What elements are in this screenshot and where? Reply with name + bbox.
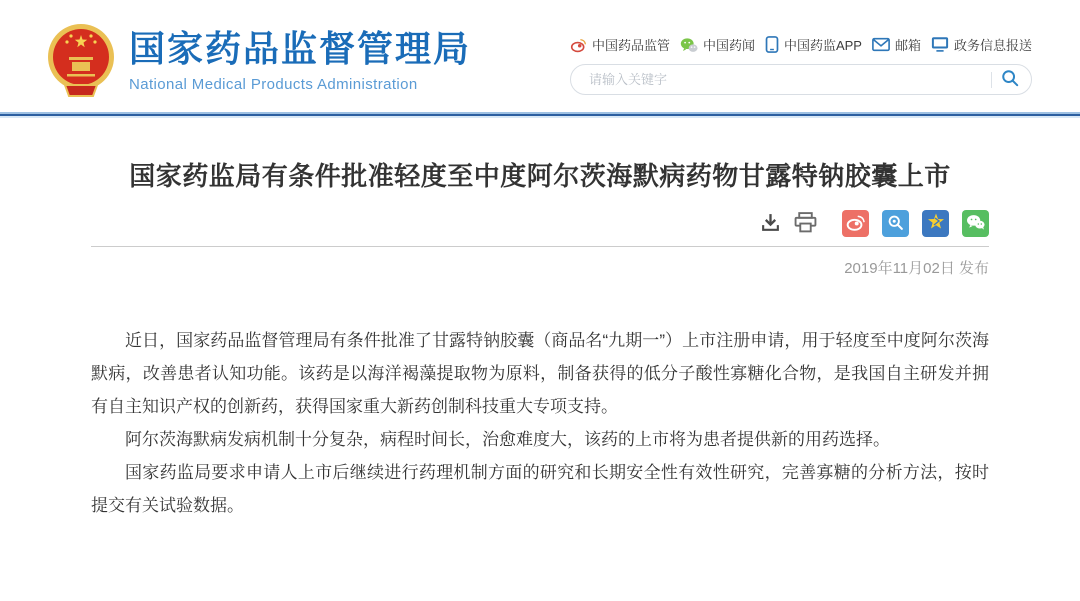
nav-item-app[interactable] xyxy=(765,35,862,54)
nav-item-info-report[interactable] xyxy=(931,35,1032,54)
search-icon xyxy=(1001,69,1019,90)
nav-label: 政务信息报送 xyxy=(953,38,1032,53)
site-logo[interactable] xyxy=(45,22,471,100)
wechat-icon xyxy=(680,37,698,53)
mail-icon xyxy=(872,37,890,52)
article-container xyxy=(91,156,989,522)
nav-label: 中国药监APP xyxy=(783,38,862,53)
download-icon xyxy=(760,212,781,236)
share-qzone-star-icon xyxy=(926,212,946,235)
site-subtitle: National Medical Products Administration xyxy=(129,75,418,93)
print-button[interactable] xyxy=(794,212,817,236)
article-paragraph: 国家药监局要求申请人上市后继续进行药理机制方面的研究和长期安全性有效性研究，完善寡糖的分析方法，按时提交有关试验数据。 xyxy=(91,463,989,516)
site-title: 国家药品监督管理局 xyxy=(129,28,472,70)
nav-item-drug-news[interactable] xyxy=(680,35,755,54)
article-paragraph: 阿尔茨海默病发病机制十分复杂，病程时间长，治愈难度大，该药的上市将为患者提供新的用药选择。 xyxy=(125,430,890,450)
share-wechat-icon xyxy=(966,214,985,233)
nav-label: 中国药品监管 xyxy=(592,38,671,53)
article-body xyxy=(91,324,989,522)
article-toolbar xyxy=(91,210,989,246)
logo-text xyxy=(129,29,471,93)
header-right xyxy=(570,22,1032,95)
nav-item-drug-regulation[interactable] xyxy=(570,35,670,54)
share-wechat-button[interactable] xyxy=(962,210,989,237)
search-button[interactable] xyxy=(1001,69,1019,90)
share-search-button[interactable] xyxy=(882,210,909,237)
mobile-app-icon xyxy=(765,36,779,53)
search-bar xyxy=(570,64,1032,95)
share-qzone-button[interactable] xyxy=(922,210,949,237)
print-icon xyxy=(794,212,817,236)
site-header xyxy=(0,0,1080,112)
share-weibo-icon xyxy=(846,214,865,234)
nav-label: 中国药闻 xyxy=(702,38,755,53)
article-title: 国家药监局有条件批准轻度至中度阿尔茨海默病药物甘露特钠胶囊上市 xyxy=(129,161,951,191)
share-search-icon xyxy=(887,214,904,234)
download-button[interactable] xyxy=(760,212,781,236)
nav-label: 邮箱 xyxy=(894,38,921,53)
article-paragraph: 近日，国家药品监督管理局有条件批准了甘露特钠胶囊（商品名“九期一”）上市注册申请，用于轻度至中度阿尔茨海默病，改善患者认知功能。该药是以海洋褐藻提取物为原料，制备获得的低分子酸性寡糖化合物，是我国自主研发并拥有自主知识产权的创新药，获得国家重大新药创制科技重大专项支持。 xyxy=(91,331,989,417)
weibo-icon xyxy=(570,37,587,53)
publish-date: 2019年11月02日 发布 xyxy=(844,260,989,278)
monitor-icon xyxy=(931,36,949,53)
search-divider xyxy=(991,72,992,88)
top-nav xyxy=(570,35,1032,54)
china-national-emblem-icon xyxy=(45,22,117,100)
search-input[interactable] xyxy=(587,71,991,88)
header-divider-band xyxy=(0,112,1080,118)
title-divider-line xyxy=(91,246,989,247)
nav-item-mailbox[interactable] xyxy=(872,35,921,54)
share-weibo-button[interactable] xyxy=(842,210,869,237)
